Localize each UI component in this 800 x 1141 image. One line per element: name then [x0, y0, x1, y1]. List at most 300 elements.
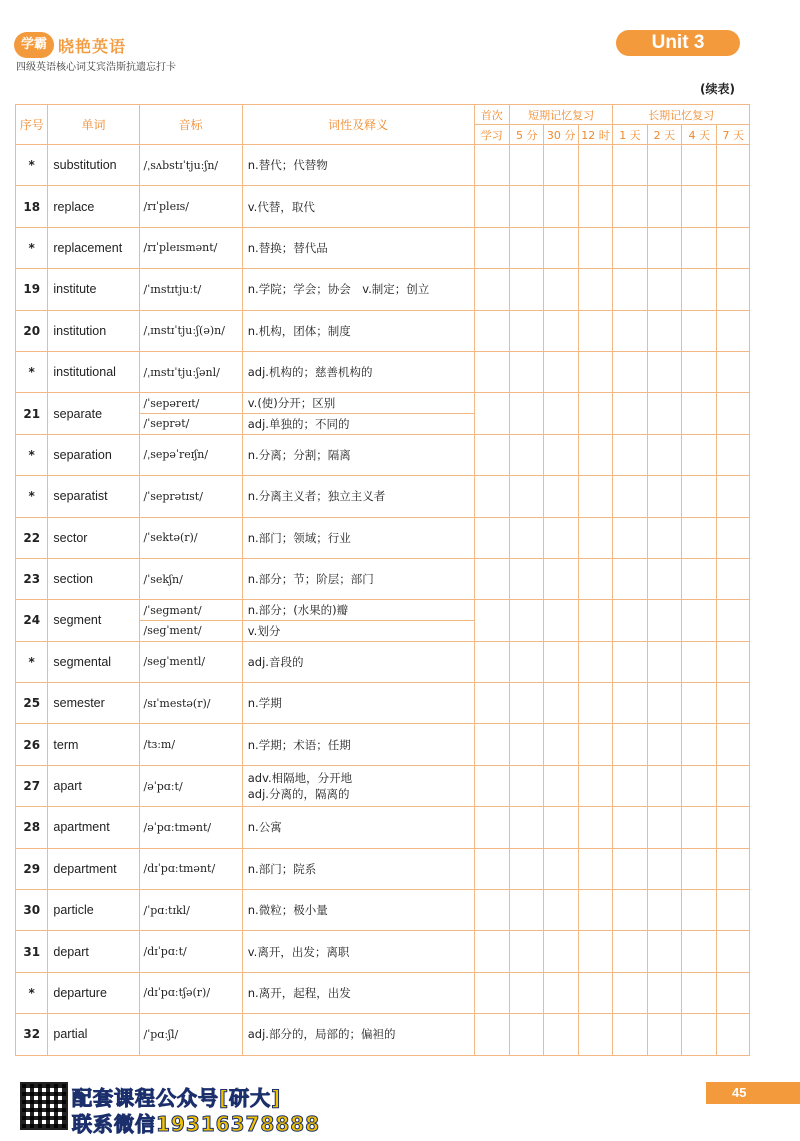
row-phonetic: /sɪˈmestə(r)/	[139, 683, 242, 724]
review-checkbox-cell[interactable]	[717, 186, 750, 227]
review-checkbox-cell[interactable]	[510, 145, 544, 186]
review-checkbox-cell[interactable]	[613, 890, 647, 931]
review-checkbox-cell[interactable]	[647, 890, 681, 931]
review-checkbox-cell[interactable]	[474, 765, 509, 806]
review-checkbox-cell[interactable]	[544, 1014, 578, 1055]
row-index: *	[16, 227, 48, 268]
review-checkbox-cell[interactable]	[578, 269, 612, 310]
review-checkbox-cell[interactable]	[578, 434, 612, 475]
table-row	[16, 310, 750, 351]
review-checkbox-cell[interactable]	[510, 186, 544, 227]
review-checkbox-cell[interactable]	[544, 724, 578, 765]
review-checkbox-cell[interactable]	[544, 807, 578, 848]
review-checkbox-cell[interactable]	[578, 890, 612, 931]
definition-text: n.微粒；极小量	[247, 903, 328, 918]
review-checkbox-cell[interactable]	[717, 890, 750, 931]
review-checkbox-cell[interactable]	[613, 476, 647, 517]
table-row	[16, 434, 750, 475]
review-checkbox-cell[interactable]	[474, 807, 509, 848]
table-row	[16, 848, 750, 889]
header-2day: 2 天	[647, 125, 681, 145]
review-checkbox-cell[interactable]	[613, 517, 647, 558]
row-word: depart	[48, 931, 139, 972]
review-checkbox-cell[interactable]	[578, 641, 612, 682]
header-word: 单词	[48, 105, 139, 145]
review-checkbox-cell[interactable]	[647, 724, 681, 765]
review-checkbox-cell[interactable]	[544, 931, 578, 972]
review-checkbox-cell[interactable]	[474, 641, 509, 682]
review-checkbox-cell[interactable]	[647, 558, 681, 599]
review-checkbox-cell[interactable]	[682, 683, 717, 724]
review-checkbox-cell[interactable]	[647, 972, 681, 1013]
review-checkbox-cell[interactable]	[647, 1014, 681, 1055]
table-row	[16, 476, 750, 517]
review-checkbox-cell[interactable]	[544, 227, 578, 268]
table-row	[16, 558, 750, 599]
review-checkbox-cell[interactable]	[717, 600, 750, 641]
header-12h: 12 时	[578, 125, 612, 145]
row-word: semester	[48, 683, 139, 724]
review-checkbox-cell[interactable]	[510, 310, 544, 351]
table-row	[16, 807, 750, 848]
review-checkbox-cell[interactable]	[682, 848, 717, 889]
row-word: separatist	[48, 476, 139, 517]
review-checkbox-cell[interactable]	[647, 351, 681, 392]
review-checkbox-cell[interactable]	[647, 476, 681, 517]
review-checkbox-cell[interactable]	[474, 310, 509, 351]
row-definition	[242, 517, 474, 558]
review-checkbox-cell[interactable]	[613, 1014, 647, 1055]
review-checkbox-cell[interactable]	[613, 931, 647, 972]
review-checkbox-cell[interactable]	[474, 1014, 509, 1055]
review-checkbox-cell[interactable]	[510, 931, 544, 972]
review-checkbox-cell[interactable]	[474, 683, 509, 724]
review-checkbox-cell[interactable]	[578, 724, 612, 765]
review-checkbox-cell[interactable]	[717, 931, 750, 972]
row-word: replacement	[48, 227, 139, 268]
review-checkbox-cell[interactable]	[510, 848, 544, 889]
review-checkbox-cell[interactable]	[647, 931, 681, 972]
row-index: *	[16, 145, 48, 186]
row-phonetic: /ˈseprət/	[139, 414, 242, 435]
row-phonetic: /rɪˈpleɪsmənt/	[139, 227, 242, 268]
row-definition	[242, 724, 474, 765]
review-checkbox-cell[interactable]	[682, 186, 717, 227]
row-definition	[242, 310, 474, 351]
review-checkbox-cell[interactable]	[613, 145, 647, 186]
review-checkbox-cell[interactable]	[578, 683, 612, 724]
review-checkbox-cell[interactable]	[647, 186, 681, 227]
row-definition	[242, 972, 474, 1013]
row-word: segmental	[48, 641, 139, 682]
row-phonetic: /dɪˈpɑːtmənt/	[139, 848, 242, 889]
header-4day: 4 天	[682, 125, 717, 145]
review-checkbox-cell[interactable]	[544, 145, 578, 186]
row-phonetic: /seɡˈment/	[139, 620, 242, 641]
definition-text: n.替代；代替物	[247, 158, 328, 173]
review-checkbox-cell[interactable]	[613, 227, 647, 268]
definition-text: adj.部分的，局部的；偏袒的	[247, 1027, 396, 1042]
review-checkbox-cell[interactable]	[682, 807, 717, 848]
review-checkbox-cell[interactable]	[474, 517, 509, 558]
review-checkbox-cell[interactable]	[682, 558, 717, 599]
row-index: 30	[16, 890, 48, 931]
review-checkbox-cell[interactable]	[717, 683, 750, 724]
review-checkbox-cell[interactable]	[544, 890, 578, 931]
row-definition	[242, 1014, 474, 1055]
review-checkbox-cell[interactable]	[544, 186, 578, 227]
review-checkbox-cell[interactable]	[717, 848, 750, 889]
review-checkbox-cell[interactable]	[474, 186, 509, 227]
review-checkbox-cell[interactable]	[647, 269, 681, 310]
review-checkbox-cell[interactable]	[510, 807, 544, 848]
row-definition	[242, 476, 474, 517]
review-checkbox-cell[interactable]	[613, 558, 647, 599]
review-checkbox-cell[interactable]	[647, 641, 681, 682]
review-checkbox-cell[interactable]	[544, 269, 578, 310]
table-row	[16, 765, 750, 806]
review-checkbox-cell[interactable]	[682, 600, 717, 641]
review-checkbox-cell[interactable]	[717, 807, 750, 848]
review-checkbox-cell[interactable]	[682, 1014, 717, 1055]
row-phonetic: /seɡˈmentl/	[139, 641, 242, 682]
table-row	[16, 517, 750, 558]
review-checkbox-cell[interactable]	[544, 641, 578, 682]
review-checkbox-cell[interactable]	[647, 765, 681, 806]
definition-text: n.部门；院系	[247, 861, 317, 876]
definition-text: n.替换；替代品	[247, 240, 328, 255]
review-checkbox-cell[interactable]	[613, 641, 647, 682]
review-checkbox-cell[interactable]	[717, 972, 750, 1013]
review-checkbox-cell[interactable]	[578, 931, 612, 972]
review-checkbox-cell[interactable]	[682, 434, 717, 475]
row-phonetic: /ˈsepəreɪt/	[139, 393, 242, 414]
row-index: 28	[16, 807, 48, 848]
review-checkbox-cell[interactable]	[578, 145, 612, 186]
review-checkbox-cell[interactable]	[474, 972, 509, 1013]
review-checkbox-cell[interactable]	[544, 558, 578, 599]
row-index: 27	[16, 765, 48, 806]
table-row	[16, 931, 750, 972]
review-checkbox-cell[interactable]	[717, 476, 750, 517]
review-checkbox-cell[interactable]	[682, 393, 717, 434]
review-checkbox-cell[interactable]	[717, 1014, 750, 1055]
table-row	[16, 145, 750, 186]
review-checkbox-cell[interactable]	[544, 683, 578, 724]
review-checkbox-cell[interactable]	[510, 600, 544, 641]
review-checkbox-cell[interactable]	[613, 186, 647, 227]
definition-text: n.离开，起程，出发	[247, 985, 351, 1000]
row-index: 26	[16, 724, 48, 765]
review-checkbox-cell[interactable]	[578, 807, 612, 848]
review-checkbox-cell[interactable]	[474, 145, 509, 186]
review-checkbox-cell[interactable]	[717, 641, 750, 682]
row-word: partial	[48, 1014, 139, 1055]
review-checkbox-cell[interactable]	[510, 1014, 544, 1055]
row-phonetic: /ˈpɑːtɪkl/	[139, 890, 242, 931]
header-first-study-b: 学习	[474, 125, 509, 145]
review-checkbox-cell[interactable]	[510, 972, 544, 1013]
row-phonetic: /ˌɪnstɪˈtjuːʃ(ə)n/	[139, 310, 242, 351]
review-checkbox-cell[interactable]	[682, 517, 717, 558]
definition-text: adj.单独的；不同的	[247, 416, 350, 431]
review-checkbox-cell[interactable]	[510, 765, 544, 806]
review-checkbox-cell[interactable]	[578, 1014, 612, 1055]
review-checkbox-cell[interactable]	[544, 848, 578, 889]
review-checkbox-cell[interactable]	[510, 517, 544, 558]
review-checkbox-cell[interactable]	[647, 145, 681, 186]
row-index: *	[16, 434, 48, 475]
review-checkbox-cell[interactable]	[647, 310, 681, 351]
review-checkbox-cell[interactable]	[474, 724, 509, 765]
row-index: 25	[16, 683, 48, 724]
row-definition	[242, 269, 474, 310]
logo: 学霸	[14, 32, 54, 58]
review-checkbox-cell[interactable]	[544, 351, 578, 392]
review-checkbox-cell[interactable]	[613, 683, 647, 724]
header-long-term: 长期记忆复习	[613, 105, 750, 125]
review-checkbox-cell[interactable]	[578, 310, 612, 351]
review-checkbox-cell[interactable]	[613, 434, 647, 475]
review-checkbox-cell[interactable]	[717, 351, 750, 392]
row-phonetic: /tɜːm/	[139, 724, 242, 765]
review-checkbox-cell[interactable]	[578, 476, 612, 517]
review-checkbox-cell[interactable]	[647, 807, 681, 848]
review-checkbox-cell[interactable]	[544, 476, 578, 517]
review-checkbox-cell[interactable]	[578, 186, 612, 227]
row-word: section	[48, 558, 139, 599]
row-index: 18	[16, 186, 48, 227]
header-7day: 7 天	[717, 125, 750, 145]
review-checkbox-cell[interactable]	[682, 145, 717, 186]
review-checkbox-cell[interactable]	[717, 517, 750, 558]
review-checkbox-cell[interactable]	[682, 890, 717, 931]
review-checkbox-cell[interactable]	[682, 641, 717, 682]
row-index: *	[16, 972, 48, 1013]
review-checkbox-cell[interactable]	[510, 641, 544, 682]
review-checkbox-cell[interactable]	[613, 351, 647, 392]
table-row	[16, 227, 750, 268]
row-definition	[242, 641, 474, 682]
row-phonetic: /rɪˈpleɪs/	[139, 186, 242, 227]
definition-text: n.部分；(水果的)瓣	[247, 603, 349, 618]
row-definition	[242, 890, 474, 931]
row-phonetic: /ˌsʌbstɪˈtjuːʃn/	[139, 145, 242, 186]
header-index: 序号	[16, 105, 48, 145]
review-checkbox-cell[interactable]	[474, 476, 509, 517]
review-checkbox-cell[interactable]	[510, 393, 544, 434]
table-row	[16, 1014, 750, 1055]
header-definition: 词性及释义	[242, 105, 474, 145]
review-checkbox-cell[interactable]	[474, 227, 509, 268]
review-checkbox-cell[interactable]	[578, 600, 612, 641]
row-word: separation	[48, 434, 139, 475]
review-checkbox-cell[interactable]	[613, 600, 647, 641]
row-word: institute	[48, 269, 139, 310]
definition-text: v.离开，出发；离职	[247, 944, 350, 959]
vocabulary-table	[15, 104, 750, 1056]
review-checkbox-cell[interactable]	[717, 393, 750, 434]
row-phonetic: /ˈseɡmənt/	[139, 600, 242, 621]
row-phonetic: /ˌsepəˈreɪʃn/	[139, 434, 242, 475]
review-checkbox-cell[interactable]	[510, 227, 544, 268]
review-checkbox-cell[interactable]	[578, 765, 612, 806]
definition-text: n.分离；分割；隔离	[247, 447, 351, 462]
review-checkbox-cell[interactable]	[578, 517, 612, 558]
row-definition	[242, 848, 474, 889]
row-phonetic: /ˈɪnstɪtjuːt/	[139, 269, 242, 310]
review-checkbox-cell[interactable]	[613, 765, 647, 806]
review-checkbox-cell[interactable]	[717, 145, 750, 186]
unit-badge: Unit 3	[616, 30, 740, 56]
row-word: segment	[48, 600, 139, 641]
review-checkbox-cell[interactable]	[578, 848, 612, 889]
review-checkbox-cell[interactable]	[474, 269, 509, 310]
row-definition	[242, 683, 474, 724]
review-checkbox-cell[interactable]	[510, 683, 544, 724]
definition-text: v.划分	[247, 623, 281, 638]
review-checkbox-cell[interactable]	[717, 558, 750, 599]
review-checkbox-cell[interactable]	[510, 434, 544, 475]
header-30min: 30 分	[544, 125, 578, 145]
row-word: sector	[48, 517, 139, 558]
row-phonetic: /ˌɪnstɪˈtjuːʃənl/	[139, 351, 242, 392]
row-word: department	[48, 848, 139, 889]
review-checkbox-cell[interactable]	[578, 351, 612, 392]
review-checkbox-cell[interactable]	[613, 972, 647, 1013]
review-checkbox-cell[interactable]	[647, 600, 681, 641]
review-checkbox-cell[interactable]	[647, 393, 681, 434]
promo-line-2: 联系微信19316378888	[72, 1112, 321, 1136]
definition-text: n.部门；领域；行业	[247, 530, 351, 545]
row-phonetic: /dɪˈpɑːt/	[139, 931, 242, 972]
review-checkbox-cell[interactable]	[578, 972, 612, 1013]
review-checkbox-cell[interactable]	[510, 476, 544, 517]
review-checkbox-cell[interactable]	[647, 683, 681, 724]
review-checkbox-cell[interactable]	[682, 931, 717, 972]
review-checkbox-cell[interactable]	[474, 351, 509, 392]
review-checkbox-cell[interactable]	[647, 517, 681, 558]
row-definition	[242, 807, 474, 848]
review-checkbox-cell[interactable]	[474, 434, 509, 475]
definition-text: adj.分离的，隔离的	[247, 787, 350, 802]
row-definition	[242, 620, 474, 641]
row-index: 24	[16, 600, 48, 641]
review-checkbox-cell[interactable]	[510, 724, 544, 765]
page-number: 45	[706, 1082, 800, 1104]
review-checkbox-cell[interactable]	[682, 765, 717, 806]
review-checkbox-cell[interactable]	[613, 269, 647, 310]
review-checkbox-cell[interactable]	[682, 351, 717, 392]
review-checkbox-cell[interactable]	[474, 558, 509, 599]
review-checkbox-cell[interactable]	[474, 600, 509, 641]
row-phonetic: /əˈpɑːtmənt/	[139, 807, 242, 848]
page-subtitle: 四级英语核心词艾宾浩斯抗遗忘打卡	[16, 62, 176, 73]
review-checkbox-cell[interactable]	[544, 393, 578, 434]
row-phonetic: /əˈpɑːt/	[139, 765, 242, 806]
row-index: *	[16, 351, 48, 392]
review-checkbox-cell[interactable]	[717, 269, 750, 310]
review-checkbox-cell[interactable]	[474, 848, 509, 889]
review-checkbox-cell[interactable]	[544, 972, 578, 1013]
review-checkbox-cell[interactable]	[647, 848, 681, 889]
review-checkbox-cell[interactable]	[578, 558, 612, 599]
review-checkbox-cell[interactable]	[474, 393, 509, 434]
review-checkbox-cell[interactable]	[510, 269, 544, 310]
promo-line-1: 配套课程公众号[研大]	[72, 1086, 282, 1110]
review-checkbox-cell[interactable]	[613, 807, 647, 848]
review-checkbox-cell[interactable]	[682, 269, 717, 310]
table-row	[16, 890, 750, 931]
row-definition	[242, 600, 474, 621]
table-row	[16, 186, 750, 227]
review-checkbox-cell[interactable]	[544, 434, 578, 475]
review-checkbox-cell[interactable]	[717, 227, 750, 268]
review-checkbox-cell[interactable]	[717, 310, 750, 351]
row-index: 20	[16, 310, 48, 351]
review-checkbox-cell[interactable]	[682, 972, 717, 1013]
review-checkbox-cell[interactable]	[544, 600, 578, 641]
row-index: 23	[16, 558, 48, 599]
header-short-term: 短期记忆复习	[510, 105, 613, 125]
row-word: particle	[48, 890, 139, 931]
definition-text: n.公寓	[247, 820, 282, 835]
table-row	[16, 393, 750, 414]
review-checkbox-cell[interactable]	[647, 434, 681, 475]
review-checkbox-cell[interactable]	[717, 724, 750, 765]
review-checkbox-cell[interactable]	[544, 517, 578, 558]
header-first-study-a: 首次	[474, 105, 509, 125]
table-row	[16, 351, 750, 392]
review-checkbox-cell[interactable]	[544, 765, 578, 806]
review-checkbox-cell[interactable]	[717, 434, 750, 475]
definition-text: n.学期	[247, 696, 282, 711]
review-checkbox-cell[interactable]	[510, 351, 544, 392]
row-index: *	[16, 641, 48, 682]
review-checkbox-cell[interactable]	[613, 310, 647, 351]
header-phonetic: 音标	[139, 105, 242, 145]
review-checkbox-cell[interactable]	[682, 310, 717, 351]
table-row	[16, 641, 750, 682]
review-checkbox-cell[interactable]	[474, 890, 509, 931]
review-checkbox-cell[interactable]	[682, 724, 717, 765]
row-definition	[242, 558, 474, 599]
definition-text: adj.机构的；慈善机构的	[247, 365, 373, 380]
review-checkbox-cell[interactable]	[682, 227, 717, 268]
row-definition	[242, 765, 474, 806]
review-checkbox-cell[interactable]	[717, 765, 750, 806]
review-checkbox-cell[interactable]	[613, 393, 647, 434]
review-checkbox-cell[interactable]	[578, 227, 612, 268]
review-checkbox-cell[interactable]	[544, 310, 578, 351]
definition-text: adv.相隔地，分开地	[247, 771, 353, 786]
review-checkbox-cell[interactable]	[613, 848, 647, 889]
table-row	[16, 724, 750, 765]
table-row	[16, 972, 750, 1013]
review-checkbox-cell[interactable]	[510, 890, 544, 931]
review-checkbox-cell[interactable]	[682, 476, 717, 517]
row-definition	[242, 393, 474, 414]
review-checkbox-cell[interactable]	[613, 724, 647, 765]
table-row	[16, 269, 750, 310]
row-index: 29	[16, 848, 48, 889]
definition-text: n.部分；节；阶层；部门	[247, 572, 374, 587]
review-checkbox-cell[interactable]	[474, 931, 509, 972]
review-checkbox-cell[interactable]	[647, 227, 681, 268]
review-checkbox-cell[interactable]	[510, 558, 544, 599]
review-checkbox-cell[interactable]	[578, 393, 612, 434]
brand-name: 晓艳英语	[58, 37, 127, 56]
